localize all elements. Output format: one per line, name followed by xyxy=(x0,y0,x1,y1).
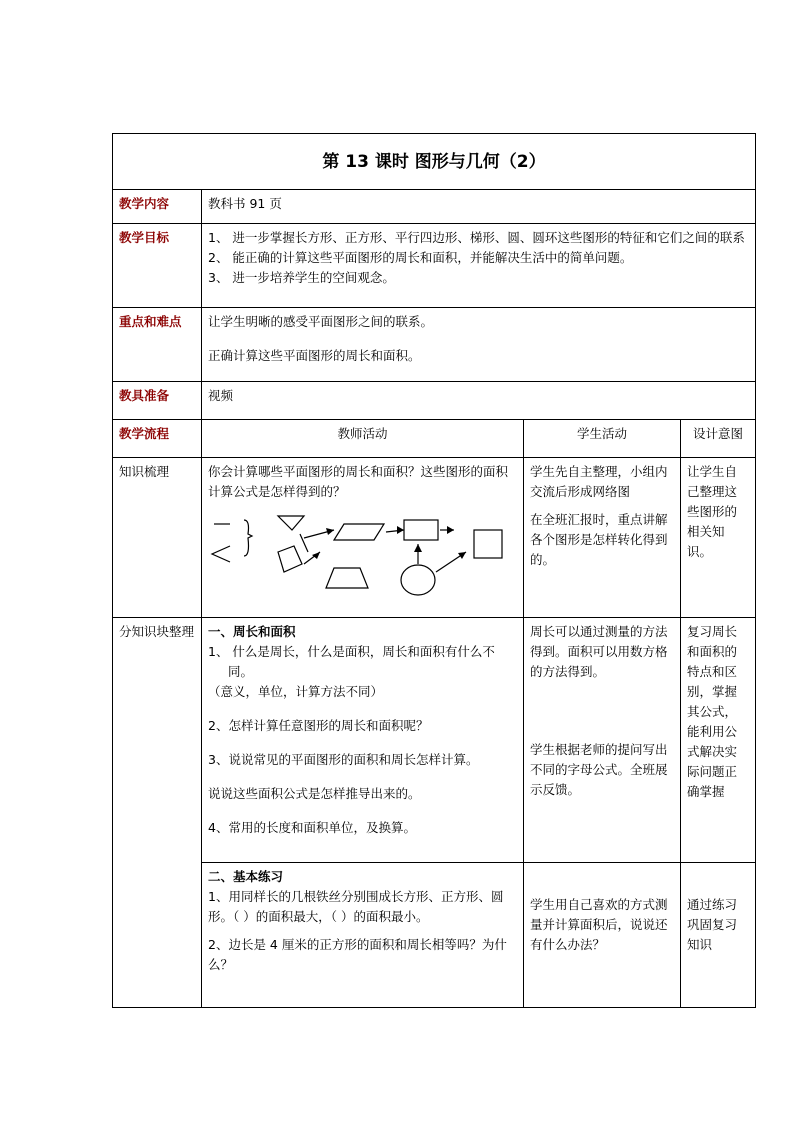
student-activity-knowledge xyxy=(524,458,681,618)
parallelogram-shape xyxy=(334,524,384,540)
col-intent-header: 设计意图 xyxy=(681,420,756,458)
triangle-shape xyxy=(278,516,304,530)
section-knowledge: 知识梳理 xyxy=(113,458,202,618)
keypoint-line: 让学生明晰的感受平面图形之间的联系。 xyxy=(208,314,434,329)
goal-item: 3、 进一步培养学生的空间观念。 xyxy=(208,270,395,285)
flow-label: 教学流程 xyxy=(113,420,202,458)
teacher-note: （意义，单位，计算方法不同） xyxy=(208,684,384,699)
content-label: 教学内容 xyxy=(113,190,202,224)
intent-practice xyxy=(681,863,756,1008)
tools-value: 视频 xyxy=(202,382,756,420)
teacher-question: 你会计算哪些平面图形的周长和面积？这些图形的面积计算公式是怎样得到的？ xyxy=(208,464,509,499)
circle-shape xyxy=(401,565,435,595)
brace-mark xyxy=(244,520,252,556)
student-text: 周长可以通过测量的方法得到。面积可以用数方格的方法得到。 xyxy=(530,624,668,679)
teacher-question: 3、说说常见的平面图形的面积和周长怎样计算。 xyxy=(208,752,479,767)
keypoints-label: 重点和难点 xyxy=(113,308,202,382)
tools-label: 教具准备 xyxy=(113,382,202,420)
lesson-plan-table xyxy=(112,133,756,1008)
shapes-network-diagram xyxy=(208,508,508,598)
col-student-header: 学生活动 xyxy=(524,420,681,458)
keypoints-text xyxy=(202,308,756,382)
goal-item: 2、 能正确的计算这些平面图形的周长和面积，并能解决生活中的简单问题。 xyxy=(208,250,633,265)
intent-text: 通过练习巩固复习知识 xyxy=(687,897,738,952)
student-text: 学生根据老师的提问写出不同的字母公式。全班展示反馈。 xyxy=(530,742,668,797)
teacher-question: 2、怎样计算任意图形的周长和面积呢？ xyxy=(208,718,429,733)
teacher-question: 说说这些面积公式是怎样推导出来的。 xyxy=(208,786,421,801)
goals-list xyxy=(202,224,756,308)
goal-item: 1、 进一步掌握长方形、正方形、平行四边形、梯形、圆、圆环这些图形的特征和它们之间的联系 xyxy=(208,230,745,245)
teacher-question: 1、用同样长的几根铁丝分别围成长方形、正方形、圆形。（ ）的面积最大，（ ）的面积最小。 xyxy=(208,889,504,924)
teacher-question: 4、常用的长度和面积单位，及换算。 xyxy=(208,820,416,835)
col-teacher-header: 教师活动 xyxy=(202,420,524,458)
teacher-activity-blocks xyxy=(202,618,524,863)
square-shape xyxy=(474,530,502,558)
student-activity-blocks xyxy=(524,618,681,863)
intent-knowledge: 让学生自己整理这些图形的相关知识。 xyxy=(681,458,756,618)
trapezoid-shape xyxy=(326,568,368,588)
teacher-question: 2、边长是 4 厘米的正方形的面积和周长相等吗？为什么？ xyxy=(208,937,507,972)
content-value: 教科书 91 页 xyxy=(202,190,756,224)
section-blocks: 分知识块整理 xyxy=(113,618,202,1008)
student-text: 在全班汇报时，重点讲解各个图形是怎样转化得到的。 xyxy=(530,512,668,567)
teacher-activity-practice xyxy=(202,863,524,1008)
block-heading: 一、周长和面积 xyxy=(208,624,296,639)
rectangle-shape xyxy=(404,520,438,540)
student-text: 学生用自己喜欢的方式测量并计算面积后，说说还有什么办法？ xyxy=(530,897,668,952)
angle-mark xyxy=(212,546,230,562)
goals-label: 教学目标 xyxy=(113,224,202,308)
block-heading: 二、基本练习 xyxy=(208,869,284,884)
teacher-activity-knowledge xyxy=(202,458,524,618)
lesson-title: 第 13 课时 图形与几何（2） xyxy=(113,134,756,190)
student-text: 学生先自主整理，小组内交流后形成网络图 xyxy=(530,464,668,499)
keypoint-line: 正确计算这些平面图形的周长和面积。 xyxy=(208,348,421,363)
intent-blocks: 复习周长和面积的特点和区别，掌握其公式，能利用公式解决实际问题正确掌握 xyxy=(681,618,756,863)
student-activity-practice xyxy=(524,863,681,1008)
teacher-question: 1、 什么是周长，什么是面积，周长和面积有什么不同。 xyxy=(208,644,495,679)
quadrilateral-shape xyxy=(278,546,302,572)
